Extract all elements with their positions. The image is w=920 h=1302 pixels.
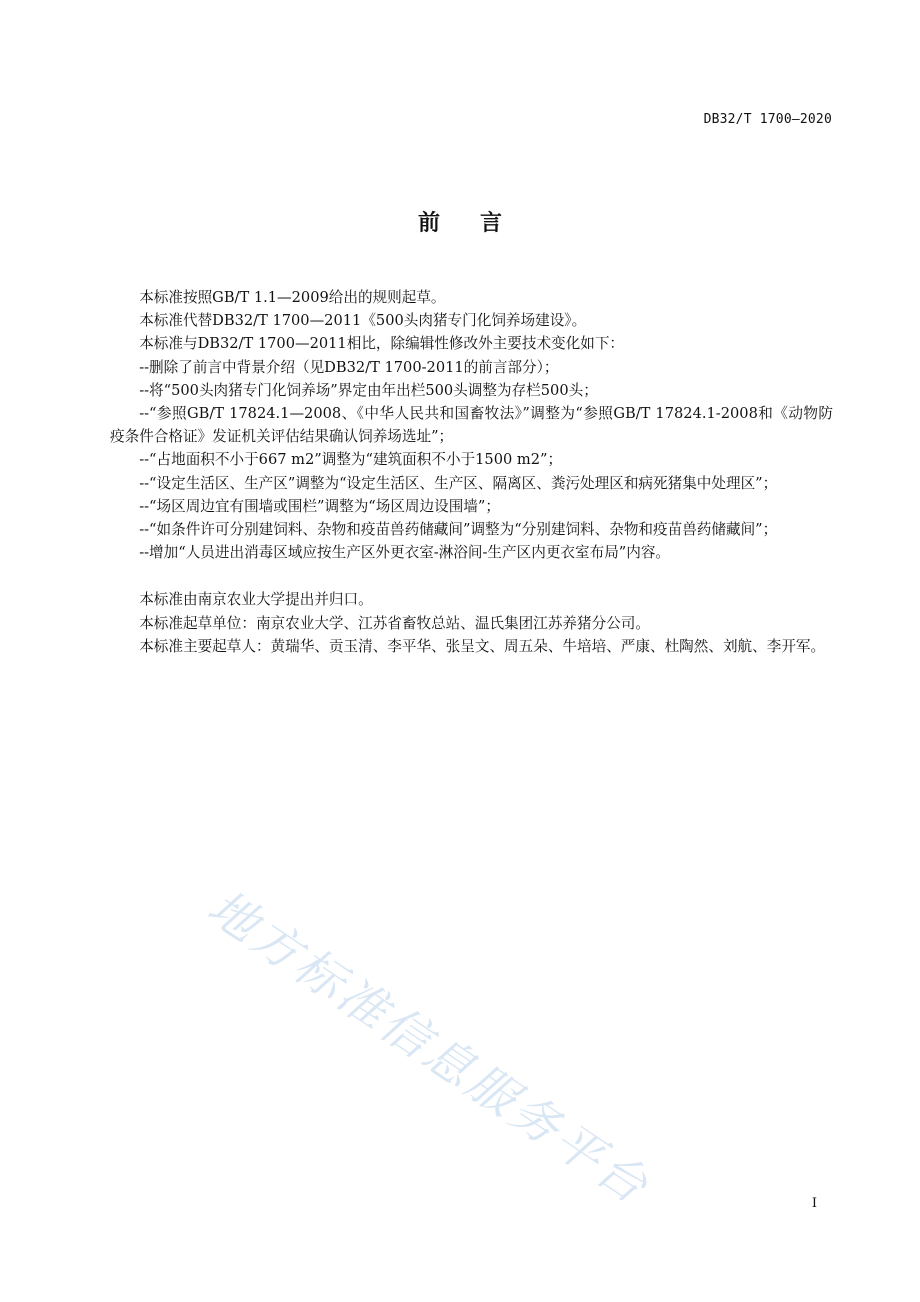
paragraph: 本标准主要起草人：黄瑞华、贡玉清、李平华、张呈文、周五朵、牛培培、严康、杜陶然、刘航、李开军。 <box>139 637 826 655</box>
watermark: 地方标准信息服务平台 <box>197 879 660 1217</box>
paragraph: 本标准按照GB/T 1.1—2009给出的规则起草。 <box>139 289 446 306</box>
document-code: DB32/T 1700—2020 <box>703 112 832 127</box>
change-item: --“设定生活区、生产区”调整为“设定生活区、生产区、隔离区、粪污处理区和病死猪集中处理区”； <box>139 474 778 492</box>
foreword-body <box>110 286 833 658</box>
change-item: --“占地面积不小于667 m2”调整为“建筑面积不小于1500 m2”； <box>139 451 563 469</box>
paragraph: 本标准代替DB32/T 1700—2011《500头肉猪专门化饲养场建设》。 <box>139 312 587 330</box>
paragraph-spacer <box>110 564 833 588</box>
change-item: --“场区周边宜有围墙或围栏”调整为“场区周边设围墙”； <box>139 497 500 515</box>
change-item: --增加“人员进出消毒区域应按生产区外更衣室-淋浴间-生产区内更衣室布局”内容。 <box>139 544 671 562</box>
change-item: --“参照GB/T 17824.1—2008、《中华人民共和国畜牧法》”调整为“参照GB/T 17824.1-2008和《动物防疫条件合格证》发证机关评估结果确认饲养场选址”； <box>110 405 833 446</box>
change-item: --将“500头肉猪专门化饲养场”界定由年出栏500头调整为存栏500头； <box>139 381 598 399</box>
page-number: I <box>811 1196 817 1211</box>
page-title: 前言 <box>417 211 542 236</box>
paragraph: 本标准与DB32/T 1700—2011相比，除编辑性修改外主要技术变化如下： <box>139 335 625 353</box>
change-item: --“如条件许可分别建饲料、杂物和疫苗兽药储藏间”调整为“分别建饲料、杂物和疫苗兽药储藏间”； <box>139 521 778 539</box>
paragraph: 本标准起草单位：南京农业大学、江苏省畜牧总站、温氏集团江苏养猪分公司。 <box>139 614 650 632</box>
change-item: --删除了前言中背景介绍（见DB32/T 1700-2011的前言部分）； <box>139 358 559 376</box>
paragraph: 本标准由南京农业大学提出并归口。 <box>139 591 373 609</box>
